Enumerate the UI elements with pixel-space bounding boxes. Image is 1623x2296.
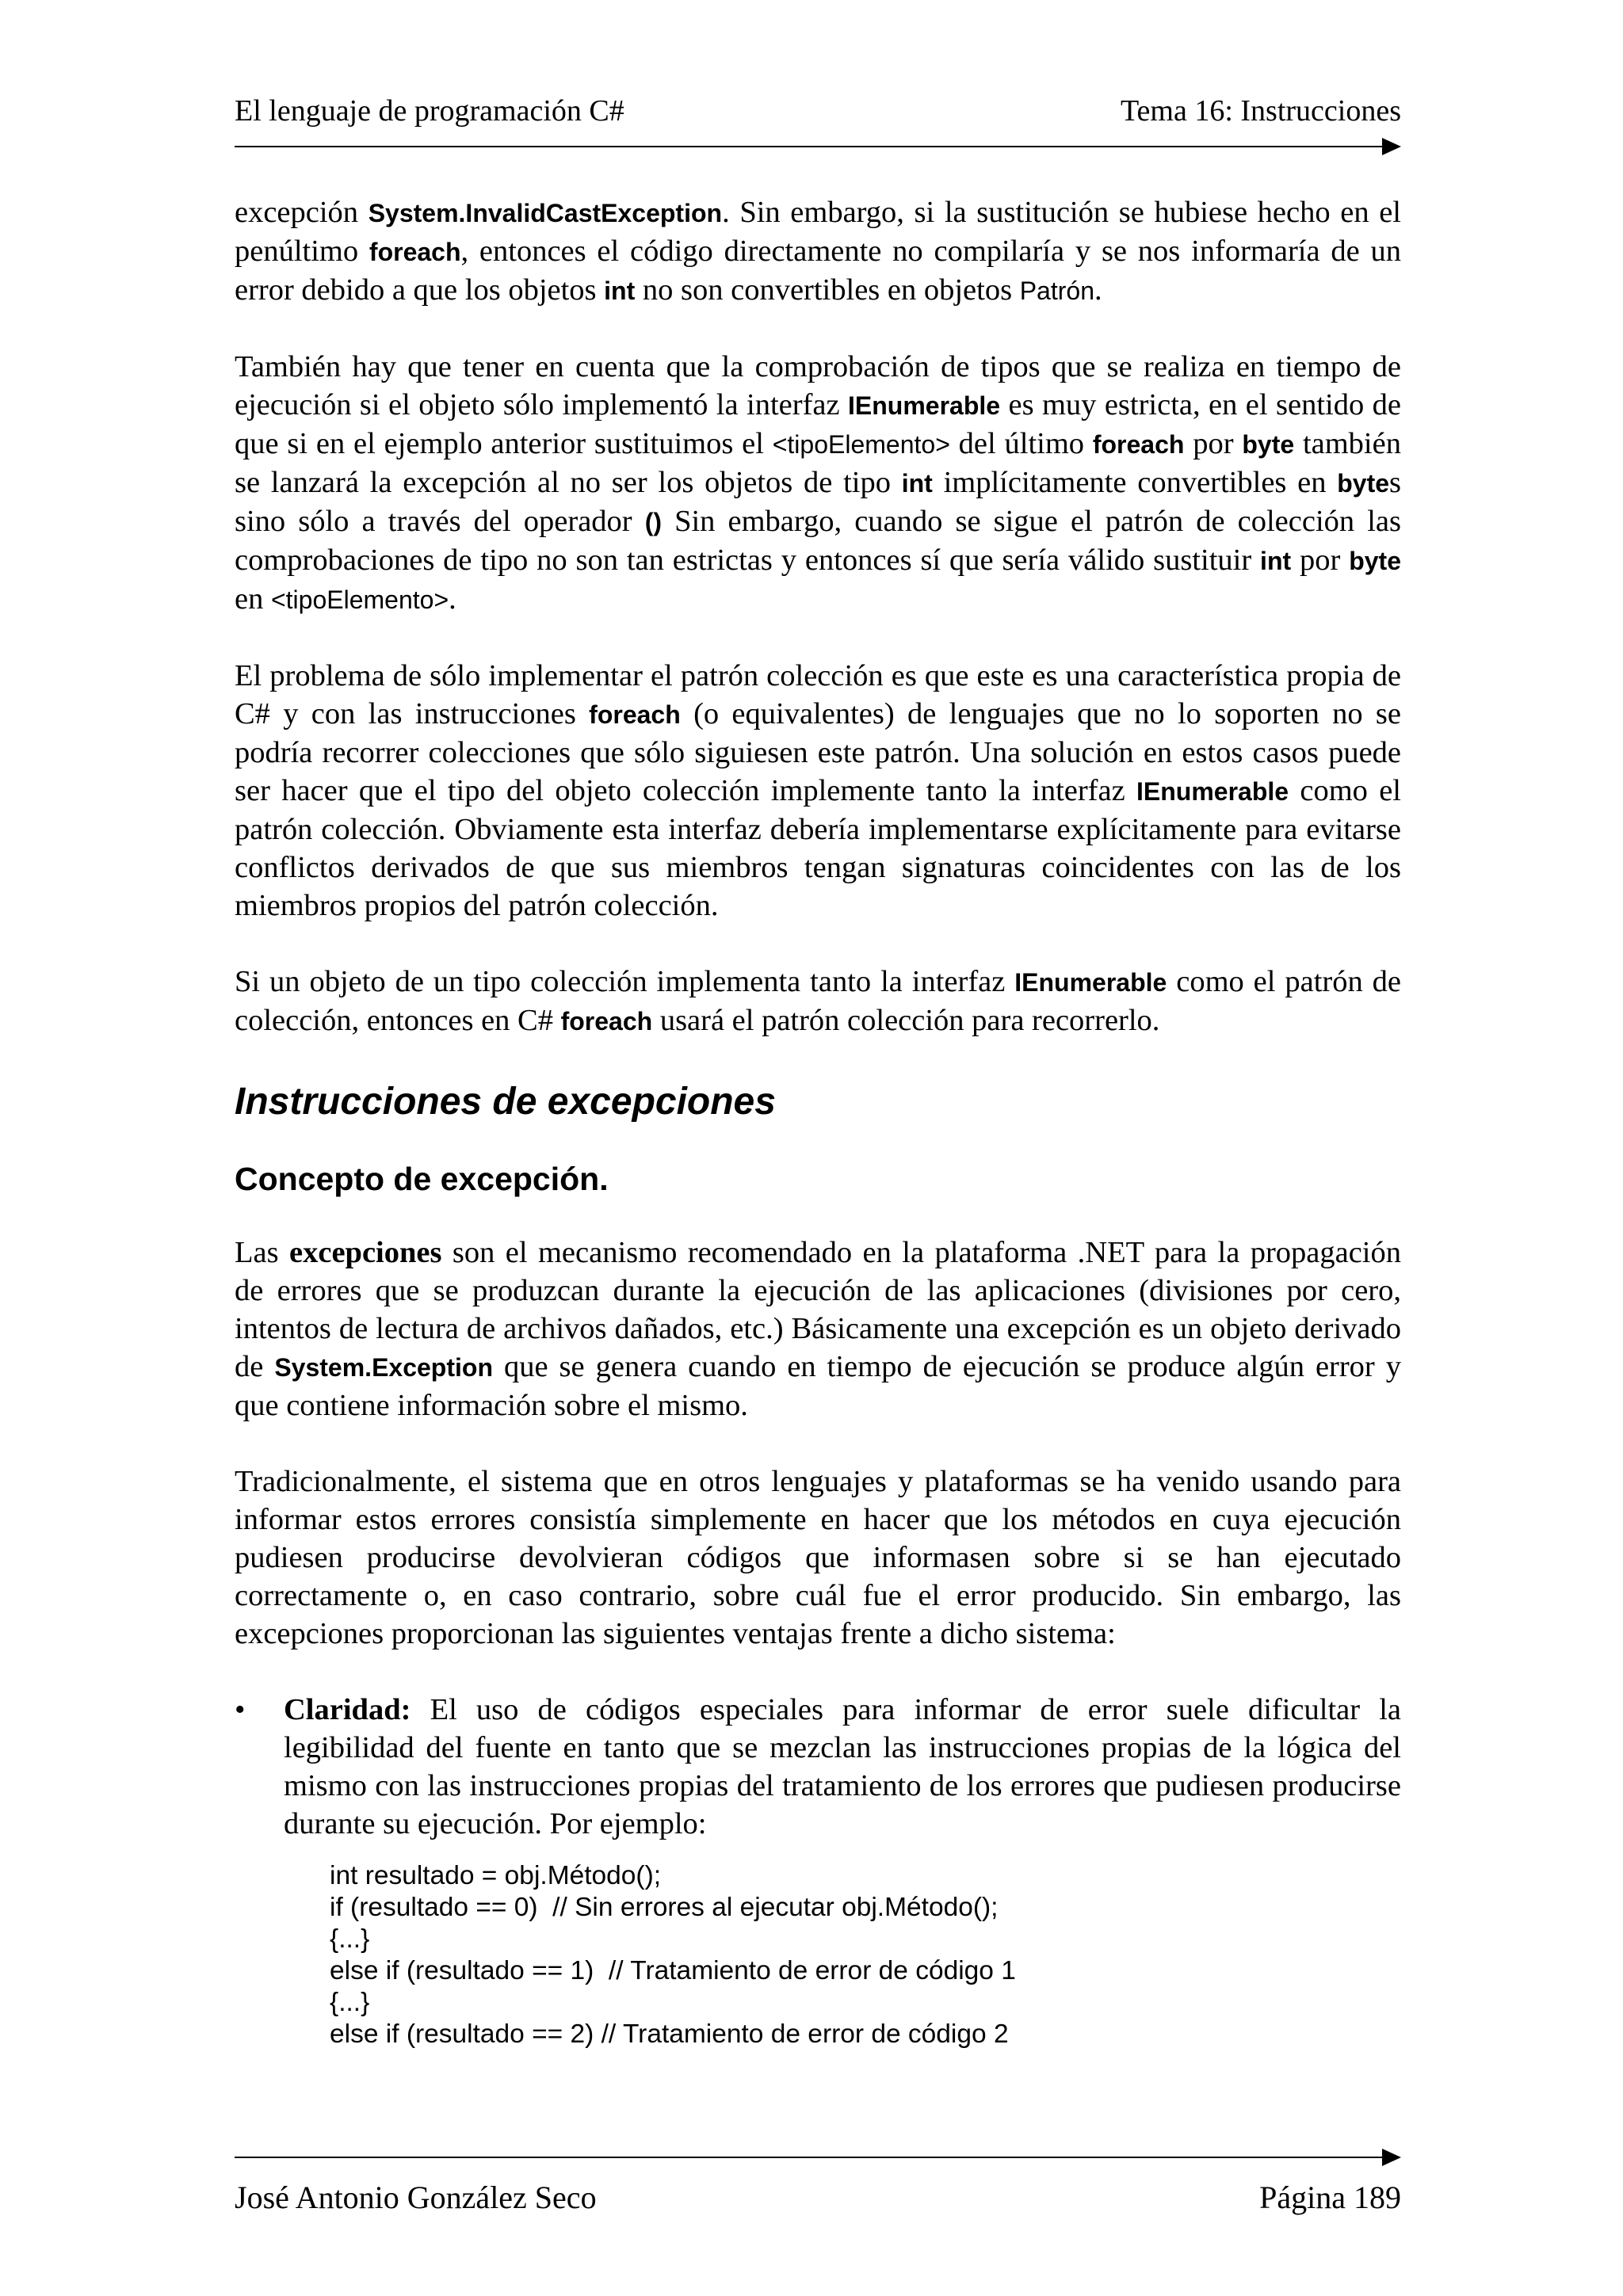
header-book-title: El lenguaje de programación C# xyxy=(235,94,624,128)
text-run: excepción xyxy=(235,196,369,229)
text-run: implícitamente convertibles en xyxy=(932,466,1338,499)
code-example xyxy=(330,1860,1401,2050)
text-run: también se lanzará la excepción al no ser los objetos de tipo xyxy=(235,427,1401,499)
code-term: Patrón xyxy=(1019,277,1094,305)
text-run: . Sin embargo, si la sustitución se hubiese hecho en el penúltimo xyxy=(235,196,1401,268)
bullet-term: Claridad: xyxy=(284,1693,411,1726)
header-rule xyxy=(235,146,1385,147)
code-term: foreach xyxy=(1092,430,1185,459)
code-term: foreach xyxy=(560,1007,653,1035)
code-line: else if (resultado == 1) // Tratamiento de error de código 1 xyxy=(330,1956,1016,1985)
code-line: if (resultado == 0) // Sin errores al ejecutar obj.Método(); xyxy=(330,1893,999,1922)
text-run: por xyxy=(1184,427,1243,460)
text-run: , entonces el código directamente no compilaría y se nos informaría de un error debido a que los objetos xyxy=(235,235,1401,307)
bullet-text: El uso de códigos especiales para informar de error suele dificultar la legibilidad del fuente en tanto que se mezclan las instrucciones propias de la lógica del mismo con las instrucciones propias del tratamiento de los errores que pudiesen producirse durante su ejecución. Por ejemplo: xyxy=(284,1693,1401,1840)
text-run: que se genera cuando en tiempo de ejecución se produce algún error y que contiene información sobre el mismo. xyxy=(235,1350,1401,1422)
code-term: <tipoElemento> xyxy=(772,430,950,459)
paragraph-traditional-errors: Tradicionalmente, el sistema que en otros lenguajes y plataformas se ha venido usando para informar estos errores consistía simplemente en hacer que los métodos en cuya ejecución pudiesen producirse devolvieran códigos que informasen sobre si se han ejecutado correctamente o, en caso contrario, sobre cuál fue el error producido. Sin embargo, las excepciones proporcionan las siguientes ventajas frente a dicho sistema: xyxy=(235,1465,1401,1650)
text-run: usará el patrón colección para recorrerlo. xyxy=(652,1004,1160,1037)
text-run: del último xyxy=(949,427,1093,460)
text-run: no son convertibles en objetos xyxy=(635,273,1020,307)
text-run: como el patrón colección. Obviamente esta interfaz debería implementarse explícitamente para evitarse conflictos derivados de que sus miembros tengan signaturas coincidentes con las de los miembros propios del patrón colección. xyxy=(235,774,1401,922)
code-line: int resultado = obj.Método(); xyxy=(330,1861,662,1890)
text-run: El problema de sólo implementar el patrón colección es que este es una característica propia de C# y con las instrucciones xyxy=(235,659,1401,730)
page-content xyxy=(235,193,1401,2050)
code-term: byte xyxy=(1337,469,1390,498)
text-run: es muy estricta, en el sentido de que si en el ejemplo anterior sustituimos el xyxy=(235,388,1401,460)
header-chapter-title: Tema 16: Instrucciones xyxy=(1120,94,1401,128)
footer-page-number: Página 189 xyxy=(1259,2180,1401,2215)
code-term: foreach xyxy=(369,238,461,266)
code-term: System.Exception xyxy=(274,1353,493,1382)
bullet-item-claridad xyxy=(235,1691,1401,1843)
bullet-icon: • xyxy=(235,1693,246,1726)
paragraph-foreach-usage xyxy=(235,963,1401,1040)
text-run: Si un objeto de un tipo colección implementa tanto la interfaz xyxy=(235,965,1015,998)
text-run: s sino sólo a través del operador xyxy=(235,466,1401,538)
code-term: IEnumerable xyxy=(848,391,1001,420)
code-line: {...} xyxy=(330,1924,370,1954)
code-term: () xyxy=(644,508,662,536)
paragraph-invalid-cast xyxy=(235,193,1401,310)
paragraph-type-check xyxy=(235,348,1401,619)
code-line: {...} xyxy=(330,1988,370,2017)
code-term: foreach xyxy=(589,700,681,729)
paragraph-collection-pattern xyxy=(235,657,1401,925)
text-run: (o equivalentes) de lenguajes que no lo soporten no se podría recorrer colecciones que sólo siguiesen este patrón. Una solución en estos casos puede ser hacer que el tipo del objeto colección implemente tanto la interfaz xyxy=(235,697,1401,807)
text-run: en xyxy=(235,582,271,616)
code-term: IEnumerable xyxy=(1136,777,1289,806)
code-term: int xyxy=(1260,547,1292,575)
footer-arrow-icon xyxy=(1382,2149,1401,2166)
header-arrow-icon xyxy=(1382,138,1401,155)
text-run: También hay que tener en cuenta que la comprobación de tipos que se realiza en tiempo de ejecución si el objeto sólo implementó la interfaz xyxy=(235,350,1401,421)
code-term: int xyxy=(901,469,933,498)
code-term: System.InvalidCastException xyxy=(368,199,723,227)
text-run: por xyxy=(1291,543,1350,577)
text-run: como el patrón de colección, entonces en C# xyxy=(235,965,1402,1037)
code-term: <tipoElemento> xyxy=(270,585,449,614)
subsection-heading: Concepto de excepción. xyxy=(235,1161,609,1197)
text-run: son el mecanismo recomendado en la plataforma .NET para la propagación de errores que se produzcan durante la ejecución de las aplicaciones (divisiones por cero, intentos de lectura de archivos dañados, etc.) Básicamente una excepción es un objeto derivado de xyxy=(235,1236,1401,1383)
footer-author: José Antonio González Seco xyxy=(235,2180,597,2215)
page-footer xyxy=(235,2179,1401,2226)
text-run: Las xyxy=(235,1236,290,1269)
section-heading: Instrucciones de excepciones xyxy=(235,1081,776,1123)
code-term: byte xyxy=(1349,547,1401,575)
bold-term: excepciones xyxy=(289,1236,442,1269)
code-line: else if (resultado == 2) // Tratamiento de error de código 2 xyxy=(330,2019,1009,2049)
text-run: Sin embargo, cuando se sigue el patrón de colección las comprobaciones de tipo no son tan estrictas y entonces sí que sería válido sustituir xyxy=(235,505,1401,577)
text-run: . xyxy=(1094,273,1102,307)
code-term: int xyxy=(604,277,636,305)
code-term: IEnumerable xyxy=(1014,968,1167,997)
code-term: byte xyxy=(1242,430,1295,459)
paragraph-exception-concept xyxy=(235,1234,1401,1425)
page-header xyxy=(235,93,1401,138)
text-run: . xyxy=(449,582,456,616)
footer-rule xyxy=(235,2157,1385,2158)
